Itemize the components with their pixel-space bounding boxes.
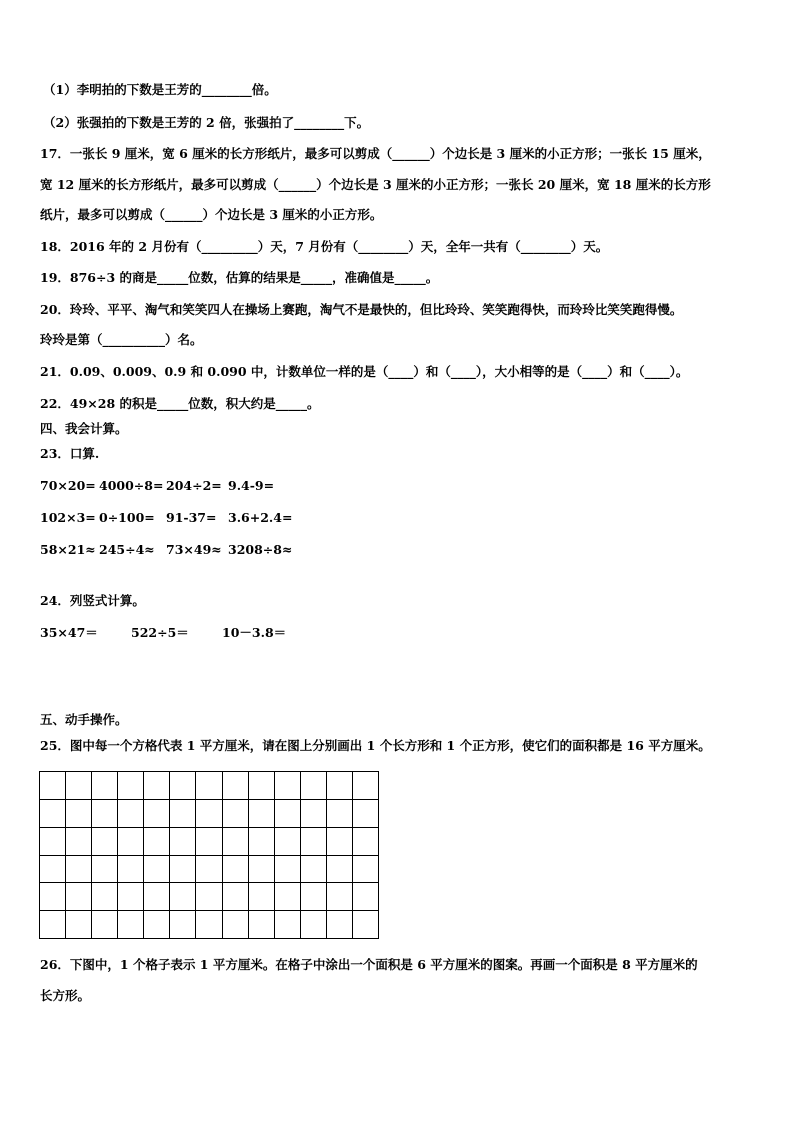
grid-cell[interactable] (92, 772, 118, 800)
line-q16-2: （2）张强拍的下数是王芳的 2 倍，张强拍了________下。 (43, 115, 370, 130)
grid-cell[interactable] (301, 772, 327, 800)
grid-cell[interactable] (327, 772, 353, 800)
grid-cell[interactable] (353, 772, 379, 800)
grid-cell[interactable] (327, 883, 353, 911)
grid-cell[interactable] (301, 911, 327, 939)
grid-cell[interactable] (327, 911, 353, 939)
grid-cell[interactable] (353, 883, 379, 911)
grid-cell[interactable] (196, 800, 222, 828)
grid-cell[interactable] (40, 800, 66, 828)
line-q21: 21．0.09、0.009、0.9 和 0.090 中，计数单位一样的是（____）和（____），大小相等的是（____）和（____）。 (40, 364, 689, 379)
grid-cell[interactable] (66, 856, 92, 884)
oral-calc-item: 0÷100= (99, 510, 155, 525)
grid-cell[interactable] (92, 911, 118, 939)
grid-cell[interactable] (118, 911, 144, 939)
oral-calc-item: 58×21≈ (40, 542, 96, 557)
grid-cell[interactable] (92, 856, 118, 884)
grid-cell[interactable] (40, 883, 66, 911)
grid-cell[interactable] (196, 856, 222, 884)
grid-cell[interactable] (144, 828, 170, 856)
vertical-calc-item: 10－3.8＝ (222, 625, 287, 640)
grid-cell[interactable] (353, 856, 379, 884)
grid-cell[interactable] (196, 828, 222, 856)
grid-cell[interactable] (327, 828, 353, 856)
grid-cell[interactable] (301, 828, 327, 856)
grid-cell[interactable] (275, 856, 301, 884)
grid-cell[interactable] (170, 828, 196, 856)
grid-cell[interactable] (249, 883, 275, 911)
grid-cell[interactable] (275, 772, 301, 800)
grid-cell[interactable] (353, 828, 379, 856)
grid-cell[interactable] (144, 800, 170, 828)
grid-cell[interactable] (301, 883, 327, 911)
grid-cell[interactable] (353, 800, 379, 828)
grid-cell[interactable] (196, 911, 222, 939)
oral-calc-item: 70×20= (40, 478, 96, 493)
grid-cell[interactable] (40, 856, 66, 884)
grid-cell[interactable] (249, 911, 275, 939)
line-q23: 23．口算. (40, 446, 100, 461)
grid-cell[interactable] (223, 856, 249, 884)
line-q17-a: 17．一张长 9 厘米，宽 6 厘米的长方形纸片，最多可以剪成（______）个边长是 3 厘米的小正方形；一张长 15 厘米， (40, 146, 711, 161)
grid-cell[interactable] (66, 883, 92, 911)
grid-cell[interactable] (170, 883, 196, 911)
grid-cell[interactable] (196, 883, 222, 911)
grid-cell[interactable] (223, 828, 249, 856)
line-q19: 19．876÷3 的商是_____位数，估算的结果是_____，准确值是_____。 (40, 270, 439, 285)
grid-cell[interactable] (40, 828, 66, 856)
grid-cell[interactable] (223, 800, 249, 828)
grid-cell[interactable] (66, 772, 92, 800)
grid-cell[interactable] (327, 800, 353, 828)
line-sec4: 四、我会计算。 (40, 421, 128, 436)
grid-cell[interactable] (223, 772, 249, 800)
grid-cell[interactable] (40, 911, 66, 939)
oral-calc-item: 245÷4≈ (99, 542, 155, 557)
line-q24: 24．列竖式计算。 (40, 593, 145, 608)
grid-cell[interactable] (170, 911, 196, 939)
grid-cell[interactable] (144, 883, 170, 911)
oral-calc-item: 73×49≈ (166, 542, 222, 557)
oral-calc-item: 9.4-9= (228, 478, 275, 493)
grid-cell[interactable] (327, 856, 353, 884)
grid-cell[interactable] (275, 800, 301, 828)
line-q26-b: 长方形。 (40, 988, 91, 1003)
grid-cell[interactable] (118, 772, 144, 800)
grid-cell[interactable] (249, 828, 275, 856)
grid-cell[interactable] (170, 856, 196, 884)
square-grid (39, 771, 379, 939)
grid-cell[interactable] (92, 800, 118, 828)
grid-cell[interactable] (249, 800, 275, 828)
grid-cell[interactable] (353, 911, 379, 939)
grid-cell[interactable] (66, 800, 92, 828)
grid-cell[interactable] (66, 828, 92, 856)
line-q25: 25．图中每一个方格代表 1 平方厘米，请在图上分别画出 1 个长方形和 1 个正方形，使它们的面积都是 16 平方厘米。 (40, 738, 711, 753)
grid-cell[interactable] (144, 856, 170, 884)
vertical-calc-item: 35×47＝ (40, 625, 98, 640)
oral-calc-item: 4000÷8= (99, 478, 164, 493)
grid-cell[interactable] (118, 856, 144, 884)
grid-cell[interactable] (92, 883, 118, 911)
grid-cell[interactable] (275, 883, 301, 911)
grid-cell[interactable] (118, 883, 144, 911)
line-q22: 22．49×28 的积是_____位数，积大约是_____。 (40, 396, 320, 411)
grid-cell[interactable] (170, 800, 196, 828)
line-q17-c: 纸片，最多可以剪成（______）个边长是 3 厘米的小正方形。 (40, 207, 383, 222)
line-q26-a: 26．下图中，1 个格子表示 1 平方厘米。在格子中涂出一个面积是 6 平方厘米的图案。再画一个面积是 8 平方厘米的 (40, 957, 698, 972)
line-q18: 18．2016 年的 2 月份有（_________）天，7 月份有（________）天，全年一共有（________）天。 (40, 239, 609, 254)
grid-cell[interactable] (144, 772, 170, 800)
grid-cell[interactable] (301, 856, 327, 884)
line-q16-1: （1）李明拍的下数是王芳的________倍。 (43, 82, 277, 97)
grid-cell[interactable] (118, 828, 144, 856)
grid-cell[interactable] (196, 772, 222, 800)
grid-cell[interactable] (66, 911, 92, 939)
oral-calc-item: 3.6+2.4= (228, 510, 293, 525)
grid-cell[interactable] (249, 856, 275, 884)
grid-cell[interactable] (249, 772, 275, 800)
oral-calc-item: 3208÷8≈ (228, 542, 293, 557)
grid-cell[interactable] (118, 800, 144, 828)
oral-calc-item: 102×3= (40, 510, 96, 525)
line-q20-b: 玲玲是第（__________）名。 (40, 332, 203, 347)
vertical-calc-item: 522÷5＝ (131, 625, 189, 640)
grid-cell[interactable] (223, 911, 249, 939)
grid-cell[interactable] (40, 772, 66, 800)
oral-calc-item: 204÷2= (166, 478, 222, 493)
line-q20-a: 20．玲玲、平平、淘气和笑笑四人在操场上赛跑，淘气不是最快的，但比玲玲、笑笑跑得快，而玲玲比笑笑跑得慢。 (40, 302, 683, 317)
grid-cell[interactable] (92, 828, 118, 856)
line-q17-b: 宽 12 厘米的长方形纸片，最多可以剪成（______）个边长是 3 厘米的小正方形；一张长 20 厘米，宽 18 厘米的长方形 (40, 177, 711, 192)
grid-cell[interactable] (170, 772, 196, 800)
grid-cell[interactable] (144, 911, 170, 939)
oral-calc-item: 91-37= (166, 510, 217, 525)
grid-cell[interactable] (301, 800, 327, 828)
grid-cell[interactable] (275, 828, 301, 856)
grid-cell[interactable] (275, 911, 301, 939)
grid-cell[interactable] (223, 883, 249, 911)
line-sec5: 五、动手操作。 (40, 712, 128, 727)
